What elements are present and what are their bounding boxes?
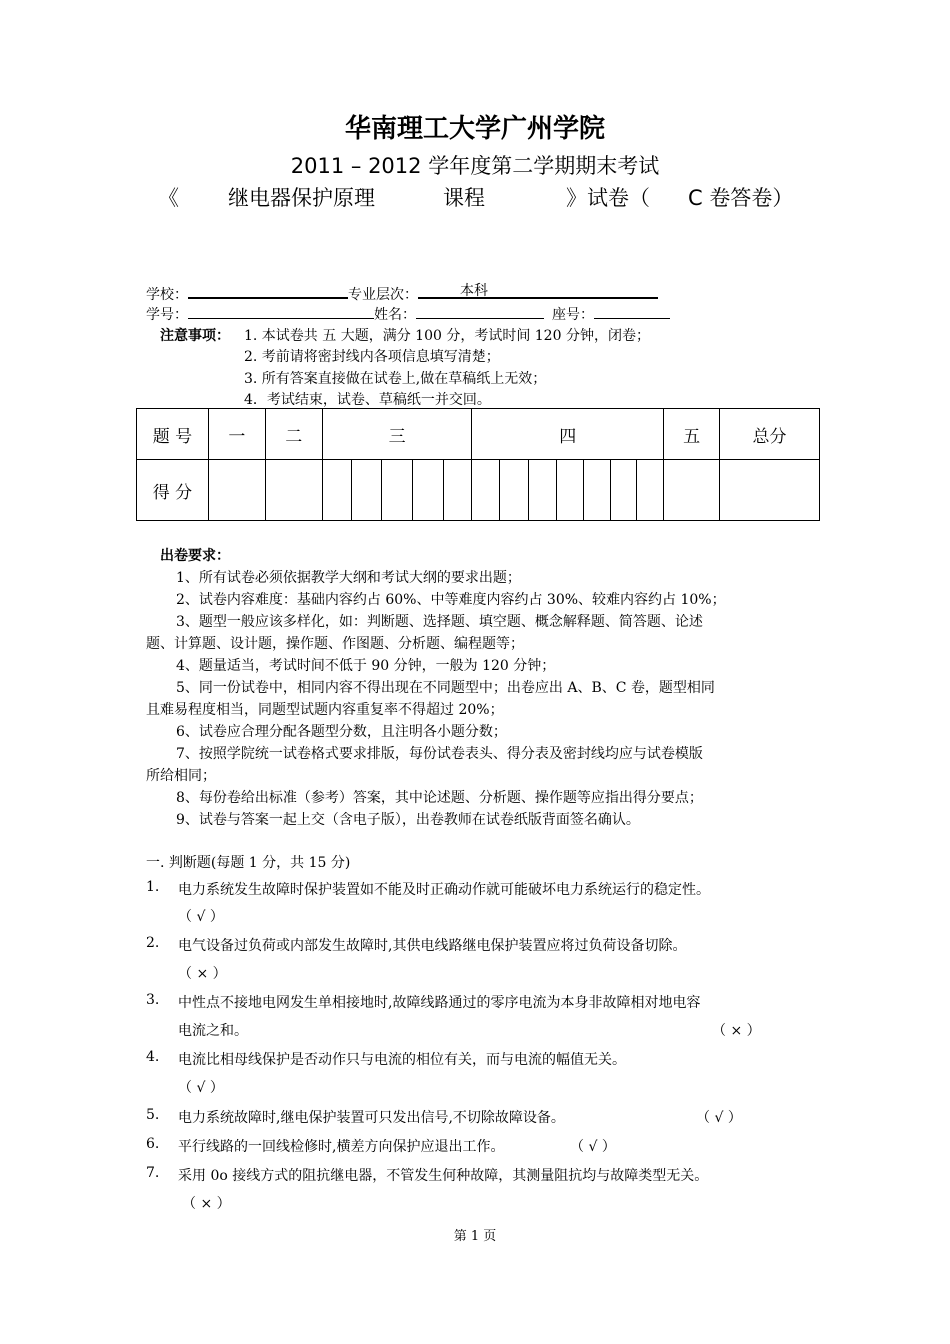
score-cell[interactable] bbox=[611, 460, 637, 521]
header-total: 总分 bbox=[720, 409, 820, 460]
requirement-line: 3、题型一般应该多样化，如：判断题、选择题、填空题、概念解释题、简答题、论述 bbox=[176, 614, 703, 630]
score-cell[interactable] bbox=[664, 460, 720, 521]
score-cell[interactable] bbox=[265, 460, 322, 521]
info-row-2 bbox=[146, 303, 670, 324]
requirement-line: 8、每份卷给出标准（参考）答案，其中论述题、分析题、操作题等应指出得分要点； bbox=[176, 790, 703, 806]
course-name: 继电器保护原理 bbox=[228, 186, 375, 210]
requirement-line: 所给相同； bbox=[146, 768, 216, 784]
question-text: 电气设备过负荷或内部发生故障时,其供电线路继电保护装置应将过负荷设备切除。 bbox=[178, 938, 687, 954]
score-cell[interactable] bbox=[381, 460, 412, 521]
info-row-1 bbox=[146, 282, 658, 304]
notice-item-1: 1. 本试卷共 五 大题，满分 100 分，考试时间 120 分钟，闭卷； bbox=[244, 328, 650, 344]
level-value: 本科 bbox=[460, 283, 488, 299]
id-label: 学号： bbox=[146, 307, 188, 323]
header-part-4: 四 bbox=[472, 409, 664, 460]
section-title: 一. 判断题(每题 1 分，共 15 分) bbox=[146, 855, 351, 871]
score-cell[interactable] bbox=[500, 460, 529, 521]
question-text: 电力系统发生故障时保护装置如不能及时正确动作就可能破坏电力系统运行的稳定性。 bbox=[178, 882, 710, 898]
score-cell[interactable] bbox=[529, 460, 557, 521]
notice-label: 注意事项： bbox=[160, 328, 230, 344]
exam-term: 2011 – 2012 学年度第二学期期末考试 bbox=[290, 154, 660, 178]
question-answer: （ √ ） bbox=[696, 1110, 742, 1126]
requirement-line: 6、试卷应合理分配各题型分数，且注明各小题分数； bbox=[176, 724, 507, 740]
score-header-row bbox=[137, 409, 820, 460]
name-field[interactable] bbox=[416, 303, 544, 319]
question-number: 4. bbox=[146, 1049, 160, 1065]
page-number: 第 1 页 bbox=[453, 1229, 497, 1244]
question-number: 1. bbox=[146, 879, 160, 895]
question-text: 采用 0o 接线方式的阻抗继电器，不管发生何种故障，其测量阻抗均与故障类型无关。 bbox=[178, 1168, 709, 1184]
header-part-3: 三 bbox=[322, 409, 472, 460]
requirement-line: 2、试卷内容难度：基础内容约占 60%、中等难度内容约占 30%、较难内容约占 10%； bbox=[176, 592, 726, 608]
question-text: 中性点不接地电网发生单相接地时,故障线路通过的零序电流为本身非故障相对地电容 bbox=[178, 995, 701, 1011]
open-bracket: 《 bbox=[158, 186, 179, 210]
question-answer: （ × ） bbox=[182, 1196, 231, 1212]
score-cell[interactable] bbox=[208, 460, 265, 521]
header-part-1: 一 bbox=[208, 409, 265, 460]
school-field[interactable] bbox=[188, 282, 348, 299]
requirement-line: 5、同一份试卷中，相同内容不得出现在不同题型中；出卷应出 A、B、C 卷，题型相同 bbox=[176, 680, 715, 696]
question-number: 5. bbox=[146, 1107, 160, 1123]
score-cell[interactable] bbox=[412, 460, 443, 521]
question-text-cont: 电流之和。 bbox=[178, 1023, 248, 1039]
question-text: 电流比相母线保护是否动作只与电流的相位有关，而与电流的幅值无关。 bbox=[178, 1052, 626, 1068]
score-label: 得 分 bbox=[137, 460, 209, 521]
score-cell[interactable] bbox=[351, 460, 381, 521]
requirement-line: 9、试卷与答案一起上交（含电子版），出卷教师在试卷纸版背面签名确认。 bbox=[176, 812, 640, 828]
requirement-line: 且难易程度相当，同题型试题内容重复率不得超过 20%； bbox=[146, 702, 504, 718]
requirement-line: 7、按照学院统一试卷格式要求排版，每份试卷表头、得分表及密封线均应与试卷模版 bbox=[176, 746, 703, 762]
school-label: 学校： bbox=[146, 287, 188, 303]
header-part-2: 二 bbox=[265, 409, 322, 460]
notice-item-4: 4．考试结束，试卷、草稿纸一并交回。 bbox=[244, 392, 491, 408]
question-text: 平行线路的一回线检修时,横差方向保护应退出工作。 bbox=[178, 1139, 505, 1155]
paper-type: C 卷答卷） bbox=[688, 186, 794, 210]
level-field[interactable] bbox=[418, 282, 658, 299]
notice-item-3: 3. 所有答案直接做在试卷上,做在草稿纸上无效； bbox=[244, 371, 547, 387]
score-cell[interactable] bbox=[443, 460, 472, 521]
score-cell[interactable] bbox=[322, 460, 351, 521]
question-number: 7. bbox=[146, 1165, 160, 1181]
question-answer: （ √ ） bbox=[570, 1139, 616, 1155]
seat-field[interactable] bbox=[594, 303, 670, 319]
question-answer: （ √ ） bbox=[178, 909, 224, 925]
score-cell[interactable] bbox=[584, 460, 611, 521]
requirements-title: 出卷要求： bbox=[160, 548, 230, 564]
question-number: 2. bbox=[146, 935, 160, 951]
score-cell-total[interactable] bbox=[720, 460, 820, 521]
score-table bbox=[136, 408, 820, 521]
score-cell[interactable] bbox=[472, 460, 500, 521]
requirement-line: 题、计算题、设计题，操作题、作图题、分析题、编程题等； bbox=[146, 636, 524, 652]
question-answer: （ × ） bbox=[712, 1023, 761, 1039]
question-number: 6. bbox=[146, 1136, 160, 1152]
score-cell[interactable] bbox=[637, 460, 664, 521]
requirement-line: 4、题量适当，考试时间不低于 90 分钟，一般为 120 分钟； bbox=[176, 658, 556, 674]
requirement-line: 1、所有试卷必须依据教学大纲和考试大纲的要求出题； bbox=[176, 570, 521, 586]
id-field[interactable] bbox=[188, 303, 374, 319]
question-answer: （ √ ） bbox=[178, 1080, 224, 1096]
course-suffix: 课程 bbox=[443, 186, 485, 210]
notice-item-2: 2. 考前请将密封线内各项信息填写清楚； bbox=[244, 349, 500, 365]
score-row bbox=[137, 460, 820, 521]
seat-label: 座号： bbox=[552, 307, 594, 323]
close-bracket: 》试卷（ bbox=[566, 186, 650, 210]
question-number-label: 题 号 bbox=[137, 409, 209, 460]
question-number: 3. bbox=[146, 992, 160, 1008]
question-answer: （ × ） bbox=[178, 966, 227, 982]
level-label: 专业层次： bbox=[348, 287, 418, 303]
name-label: 姓名： bbox=[374, 307, 416, 323]
school-title: 华南理工大学广州学院 bbox=[344, 114, 605, 144]
score-cell[interactable] bbox=[557, 460, 584, 521]
question-text: 电力系统故障时,继电保护装置可只发出信号,不切除故障设备。 bbox=[178, 1110, 565, 1126]
header-part-5: 五 bbox=[664, 409, 720, 460]
